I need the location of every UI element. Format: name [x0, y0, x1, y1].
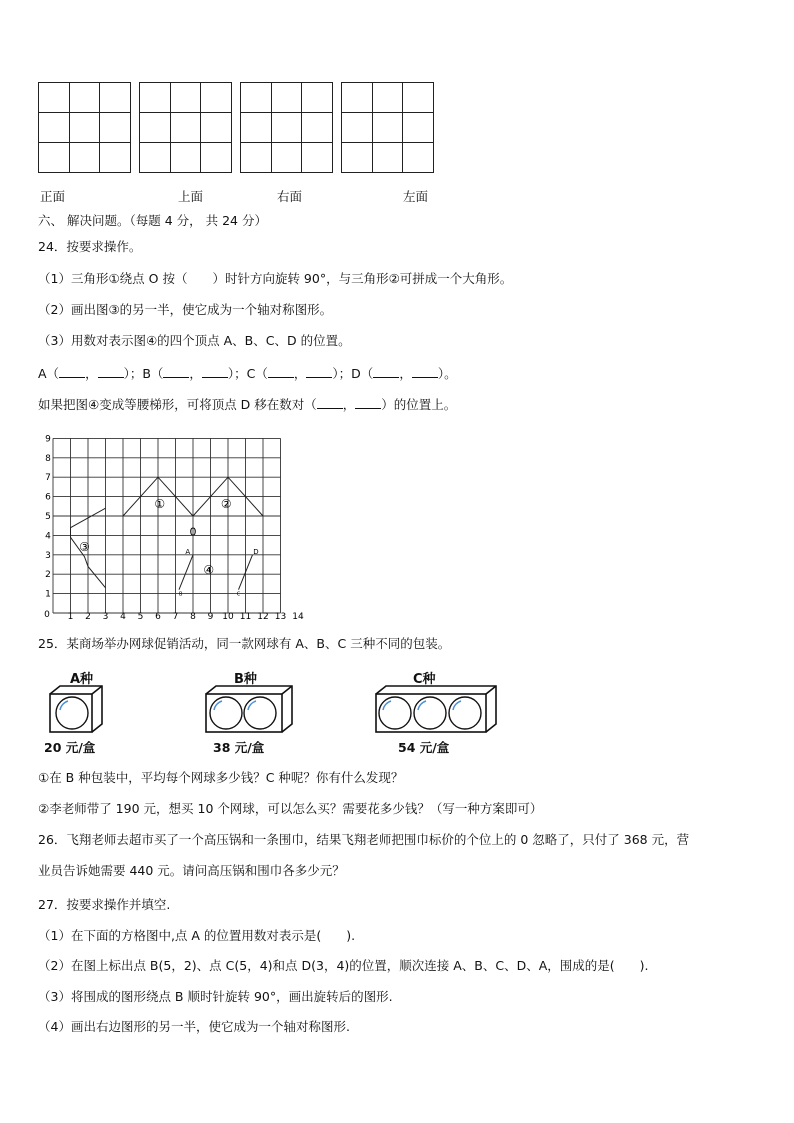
label-triangle-1: ①: [154, 497, 166, 512]
tennis-ball-icon: [244, 697, 276, 729]
end-paren: ）。: [437, 366, 457, 381]
package-c-box: [374, 684, 498, 736]
label-point-b: B: [179, 591, 183, 598]
blank-c-x[interactable]: [268, 365, 294, 378]
x-tick-label: 14: [292, 612, 304, 622]
blank-d-new-y[interactable]: [355, 396, 381, 409]
q25-title: 25．某商场举办网球促销活动，同一款网球有 A、B、C 三种不同的包装。: [38, 636, 451, 651]
top-view-label: 上面: [178, 189, 204, 204]
y-tick-label: 9: [45, 434, 51, 445]
x-tick-label: 8: [190, 612, 196, 622]
comma: ，: [342, 397, 356, 412]
x-tick-label: 5: [137, 612, 144, 622]
x-tick-label: 13: [274, 612, 287, 622]
label-figure-4: ④: [203, 563, 215, 578]
q24-part3: （3）用数对表示图④的四个顶点 A、B、C、D 的位置。: [38, 333, 351, 348]
figure-4: [179, 555, 193, 590]
comma: ，: [85, 366, 98, 381]
y-tick-label: 2: [45, 570, 51, 581]
y-tick-label: 6: [45, 492, 51, 503]
tennis-ball-icon: [449, 697, 481, 729]
y-tick-label: 5: [45, 512, 51, 522]
x-tick-label: 6: [155, 612, 161, 622]
right-view-grid: [240, 82, 333, 173]
label-a: A（: [38, 366, 60, 381]
front-view-grid: [38, 82, 131, 173]
x-tick-label: 10: [222, 612, 234, 622]
section-six-heading: 六、 解决问题。（每题 4 分， 共 24 分）: [38, 213, 267, 228]
q27-title: 27．按要求操作并填空.: [38, 897, 171, 912]
blank-b-x[interactable]: [163, 365, 189, 378]
top-view-grid: [139, 82, 232, 173]
x-tick-label: 12: [257, 612, 269, 622]
blank-d-new-x[interactable]: [317, 396, 343, 409]
y-tick-label: 3: [45, 550, 51, 561]
y-tick-label: 7: [45, 473, 51, 484]
label-point-c: C: [236, 591, 241, 598]
front-view-label: 正面: [40, 189, 66, 204]
q27-part3: （3）将围成的图形绕点 B 顺时针旋转 90°，画出旋转后的图形.: [38, 989, 393, 1004]
package-c-title: C种: [413, 672, 436, 687]
q27-part2: （2）在图上标出点 B(5，2)、点 C(5，4)和点 D(3，4)的位置，顺次连接 A、B、C、D、A，围成的是( ).: [38, 958, 649, 973]
q24-coord-blanks: [38, 365, 457, 382]
package-a-box: [48, 684, 108, 736]
q26-line2: 业员告诉她需要 440 元。请问高压锅和围巾各多少元？: [38, 863, 345, 878]
x-tick-label: 3: [102, 612, 109, 622]
q24-part1: （1）三角形①绕点 O 按（ ）时针方向旋转 90°，与三角形②可拼成一个大角形。: [38, 271, 513, 286]
left-view-label: 左面: [403, 189, 429, 204]
label-triangle-2: ②: [220, 497, 232, 512]
q24-title: 24．按要求操作。: [38, 239, 142, 254]
package-c-price: 54 元/盒: [398, 740, 450, 755]
blank-c-y[interactable]: [306, 365, 332, 378]
q27-part1: （1）在下面的方格图中,点 A 的位置用数对表示是( ).: [38, 928, 356, 943]
q24-part2: （2）画出图③的另一半，使它成为一个轴对称图形。: [38, 302, 333, 317]
label-c: ）；C（: [227, 366, 268, 381]
tennis-ball-icon: [210, 697, 242, 729]
q25-sub2: ②李老师带了 190 元，想买 10 个网球，可以怎么买？需要花多少钱？（写一种方案即可）: [38, 801, 543, 816]
q25-sub1: ①在 B 种包装中，平均每个网球多少钱？C 种呢？你有什么发现？: [38, 770, 404, 785]
y-tick-label: 4: [45, 531, 51, 542]
x-tick-label: 0: [44, 610, 50, 620]
label-point-o: 0: [189, 525, 197, 539]
package-b-box: [204, 684, 296, 736]
tennis-ball-icon: [414, 697, 446, 729]
tennis-ball-icon: [379, 697, 411, 729]
x-tick-label: 1: [67, 612, 74, 622]
package-b-price: 38 元/盒: [213, 740, 265, 755]
right-view-label: 右面: [277, 189, 303, 204]
x-tick-label: 9: [207, 612, 214, 622]
label-figure-3: ③: [79, 539, 90, 554]
y-tick-label: 1: [45, 589, 51, 600]
x-tick-label: 11: [239, 612, 252, 622]
blank-a-y[interactable]: [98, 365, 124, 378]
q26-line1: 26．飞翔老师去超市买了一个高压锅和一条围巾，结果飞翔老师把围巾标价的个位上的 0 忽略了，只付了 368 元，营: [38, 832, 690, 847]
x-tick-label: 4: [120, 612, 126, 622]
blank-b-y[interactable]: [202, 365, 228, 378]
q27-part4: （4）画出右边图形的另一半，使它成为一个轴对称图形.: [38, 1019, 350, 1034]
coordinate-grid: [36, 424, 306, 624]
label-point-a: A: [185, 547, 191, 556]
y-tick-label: 8: [45, 453, 51, 464]
left-view-grid: [341, 82, 434, 173]
comma: ，: [189, 366, 202, 381]
x-tick-label: 2: [85, 612, 91, 622]
q24-part5-pre: 如果把图④变成等腰梯形，可将顶点 D 移在数对（: [38, 397, 317, 412]
package-a-price: 20 元/盒: [44, 740, 96, 755]
blank-a-x[interactable]: [59, 365, 85, 378]
label-point-d: D: [253, 547, 259, 556]
label-d: ）；D（: [332, 366, 374, 381]
q24-part5-post: ）的位置上。: [381, 397, 457, 412]
tennis-ball-icon: [56, 697, 88, 729]
label-b: ）；B（: [123, 366, 164, 381]
blank-d-y[interactable]: [412, 365, 438, 378]
package-a-title: A种: [70, 672, 94, 687]
q24-part5: [38, 396, 456, 413]
x-tick-label: 7: [172, 612, 179, 622]
comma: ，: [293, 366, 307, 381]
comma: ，: [399, 366, 412, 381]
package-b-title: B种: [234, 672, 257, 687]
blank-d-x[interactable]: [373, 365, 399, 378]
